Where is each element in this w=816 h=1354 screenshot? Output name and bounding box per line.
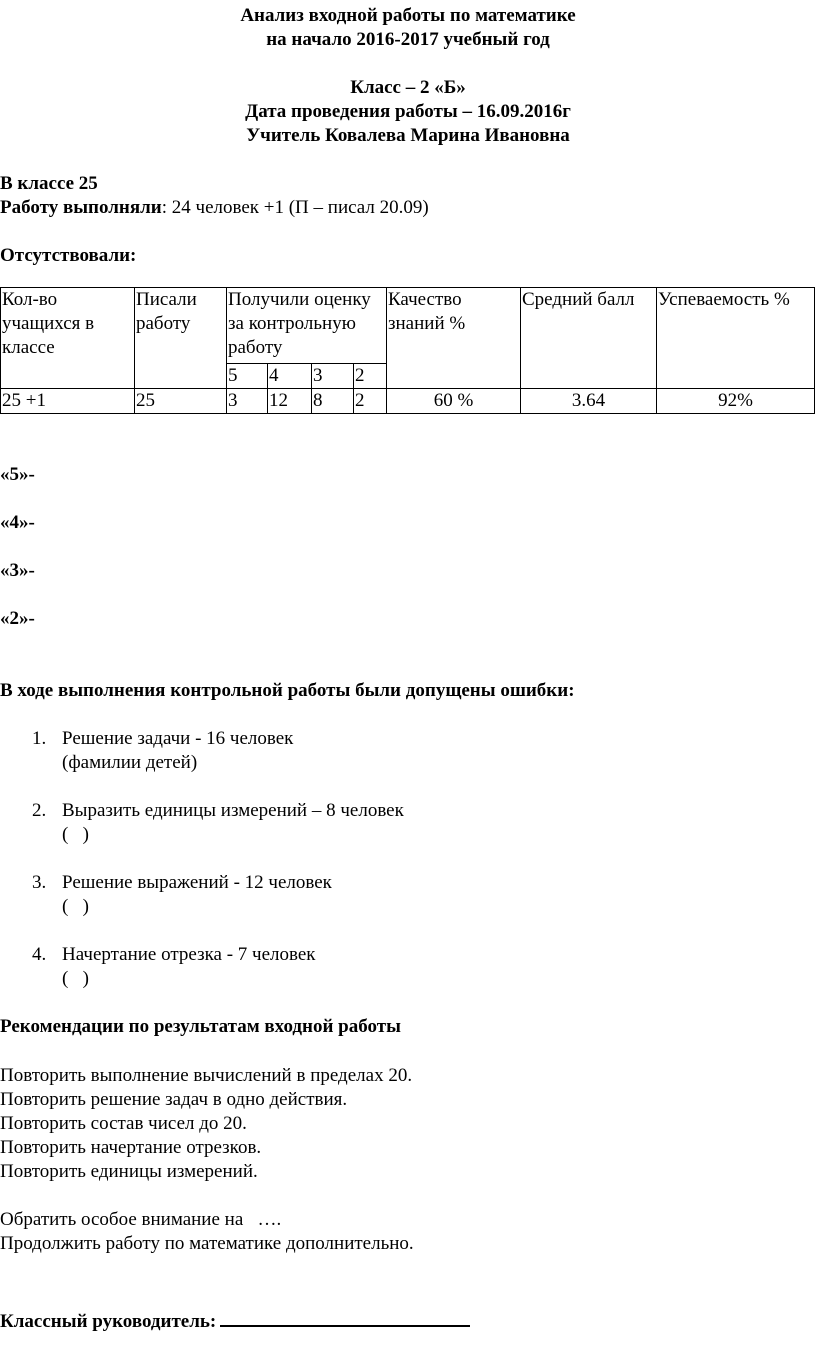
list-item-note: ( )	[62, 968, 89, 989]
grade-label-4: 4	[268, 364, 312, 389]
grade-label-3: 3	[312, 364, 354, 389]
recommendation-line: Повторить единицы измерений.	[0, 1161, 258, 1182]
cell-students: 25 +1	[1, 389, 135, 414]
cell-grade-2: 2	[354, 389, 387, 414]
continue-line: Продолжить работу по математике дополнительно.	[0, 1233, 414, 1254]
list-item-note: (фамилии детей)	[62, 752, 198, 773]
list-item-number: 3.	[32, 872, 47, 893]
recommendation-line: Повторить решение задач в одно действия.	[0, 1089, 348, 1110]
list-item-text: Решение выражений - 12 человек	[62, 872, 332, 893]
list-item-text: Начертание отрезка - 7 человек	[62, 944, 316, 965]
signature-blank	[220, 1305, 470, 1327]
list-item-number: 2.	[32, 800, 47, 821]
cell-average: 3.64	[521, 389, 657, 414]
list-item-note: ( )	[62, 824, 89, 845]
absent-label: Отсутствовали:	[0, 245, 137, 266]
list-item-text: Выразить единицы измерений – 8 человек	[62, 800, 404, 821]
grade-line-5: «5»-	[0, 464, 35, 485]
list-item-note: ( )	[62, 896, 89, 917]
list-item-number: 1.	[32, 728, 47, 749]
header-average: Средний балл	[521, 288, 657, 389]
signature-label: Классный руководитель:	[0, 1311, 217, 1332]
results-table	[0, 287, 815, 414]
cell-grade-4: 12	[268, 389, 312, 414]
header-grades: Получили оценку за контрольную работу	[227, 288, 387, 364]
class-line: Класс – 2 «Б»	[350, 77, 466, 98]
cell-success: 92%	[657, 389, 815, 414]
recommendations-heading: Рекомендации по результатам входной работы	[0, 1016, 401, 1037]
cell-grade-3: 8	[312, 389, 354, 414]
grade-label-5: 5	[227, 364, 268, 389]
header-success: Успеваемость %	[657, 288, 815, 389]
document-title-line1: Анализ входной работы по математике	[240, 5, 576, 26]
header-students: Кол-во учащихся в классе	[1, 288, 135, 389]
cell-wrote: 25	[135, 389, 227, 414]
recommendation-line: Повторить выполнение вычислений в пределах 20.	[0, 1065, 413, 1086]
list-item-number: 4.	[32, 944, 47, 965]
performed-line	[0, 196, 429, 220]
attention-line: Обратить особое внимание на ….	[0, 1209, 282, 1230]
signature-line	[0, 1305, 470, 1334]
document-title-line2: на начало 2016-2017 учебный год	[266, 29, 550, 50]
students-in-class: В классе 25	[0, 173, 98, 194]
header-quality: Качество знаний %	[387, 288, 521, 389]
date-line: Дата проведения работы – 16.09.2016г	[245, 101, 571, 122]
table-row	[1, 389, 815, 414]
recommendation-line: Повторить состав чисел до 20.	[0, 1113, 247, 1134]
performed-value: : 24 человек +1 (П – писал 20.09)	[161, 197, 429, 218]
performed-label: Работу выполняли	[0, 197, 162, 218]
grade-line-2: «2»-	[0, 608, 35, 629]
grade-line-3: «3»-	[0, 560, 35, 581]
cell-grade-5: 3	[227, 389, 268, 414]
table-header-row	[1, 288, 815, 364]
grade-line-4: «4»-	[0, 512, 35, 533]
teacher-line: Учитель Ковалева Марина Ивановна	[246, 125, 570, 146]
list-item-text: Решение задачи - 16 человек	[62, 728, 294, 749]
header-wrote: Писали работу	[135, 288, 227, 389]
cell-quality: 60 %	[387, 389, 521, 414]
errors-heading: В ходе выполнения контрольной работы были допущены ошибки:	[0, 680, 575, 701]
recommendation-line: Повторить начертание отрезков.	[0, 1137, 262, 1158]
grade-label-2: 2	[354, 364, 387, 389]
